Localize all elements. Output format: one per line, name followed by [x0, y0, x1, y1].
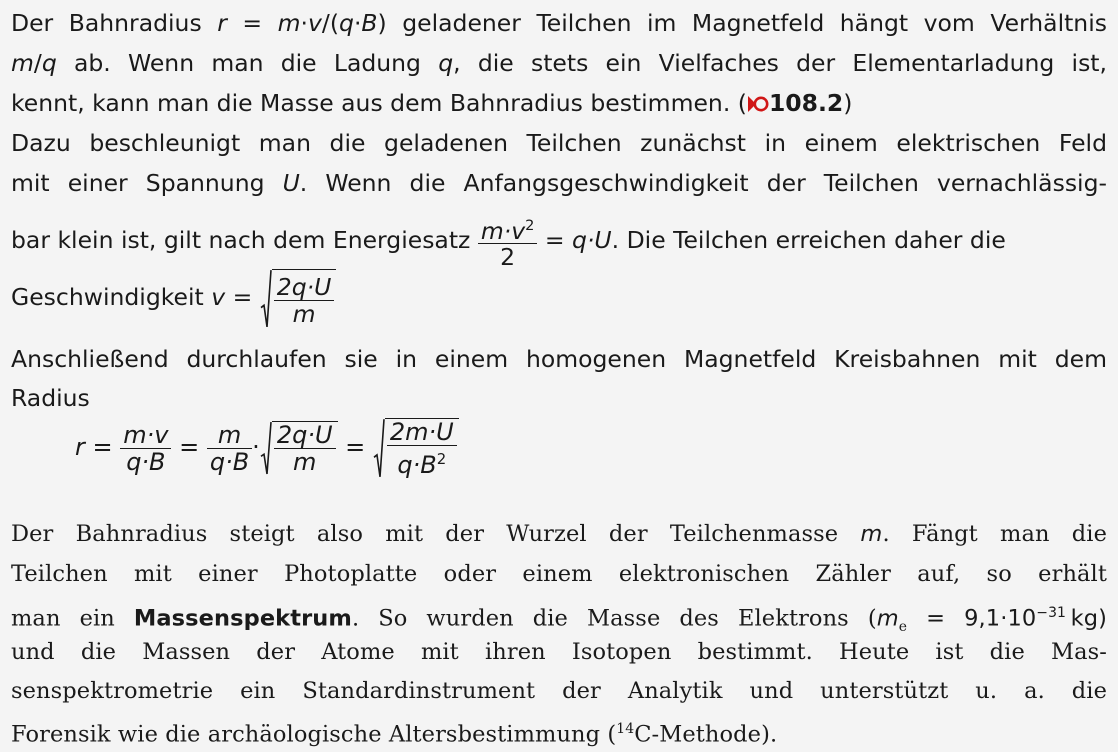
- para4-line4: und die Massen der Atome mit ihren Isotopen bestimmt. Heute ist die Mas-: [11, 639, 1107, 665]
- para1-line2: m/q ab. Wenn man die Ladung q, die stets ein Vielfaches der Elementarladung ist,: [11, 49, 1107, 77]
- para2-line4: Geschwindigkeit v = $\frac{2q\cdot U}{m}$: [11, 268, 1107, 326]
- radius-equation: r = $\frac{m\cdot v}{q\cdot B}$ = $\frac{m}{q\cdot B}$ · $\frac{2q\cdot U}{m}$ = $\frac{2m\cdot U}{q\cdot B^2}$: [75, 418, 459, 478]
- para3-line1: Anschließend durchlaufen sie in einem homogenen Magnetfeld Kreisbahnen mit dem: [11, 345, 1107, 373]
- para4-line2: Teilchen mit einer Photoplatte oder einem elektronischen Zähler auf, so erhält: [11, 561, 1107, 587]
- para2-line2: mit einer Spannung U. Wenn die Anfangsgeschwindigkeit der Teilchen vernachlässig-: [11, 169, 1107, 197]
- keyword-massenspektrum: Massenspektrum: [133, 605, 352, 632]
- media-arrow-icon[interactable]: [747, 89, 769, 117]
- energy-fraction: $\frac{m\cdot v^2}{2}$: [478, 213, 538, 271]
- para2-line3: bar klein ist, gilt nach dem Energiesatz $\frac{m\cdot v^2}{2}$ = q·U. Die Teilchen erreichen daher die: [11, 212, 1107, 268]
- para4-line3: man ein Massenspektrum. So wurden die Masse des Elektrons ($m_e = 9,1\cdot 10^{-31}$ kg): [11, 605, 1107, 635]
- reference-number[interactable]: 108.2: [768, 89, 844, 117]
- para4-line1: Der Bahnradius steigt also mit der Wurzel der Teilchenmasse m. Fängt man die: [11, 521, 1107, 547]
- velocity-root: $\frac{2q\cdot U}{m}$: [260, 269, 337, 328]
- para4-line6: Forensik wie die archäologische Altersbestimmung ($^{14}$C-Methode).: [11, 721, 778, 748]
- para1-line1: Der Bahnradius r = m·v/(q·B) geladener Teilchen im Magnetfeld hängt vom Verhältnis: [11, 9, 1107, 37]
- para3-line2: Radius: [11, 384, 90, 412]
- para1-line3: kennt, kann man die Masse aus dem Bahnradius bestimmen. ( 108.2): [11, 89, 853, 117]
- para2-line1: Dazu beschleunigt man die geladenen Teilchen zunächst in einem elektrischen Feld: [11, 129, 1107, 157]
- para4-line5: senspektrometrie ein Standardinstrument der Analytik und unterstützt u. a. die: [11, 678, 1107, 704]
